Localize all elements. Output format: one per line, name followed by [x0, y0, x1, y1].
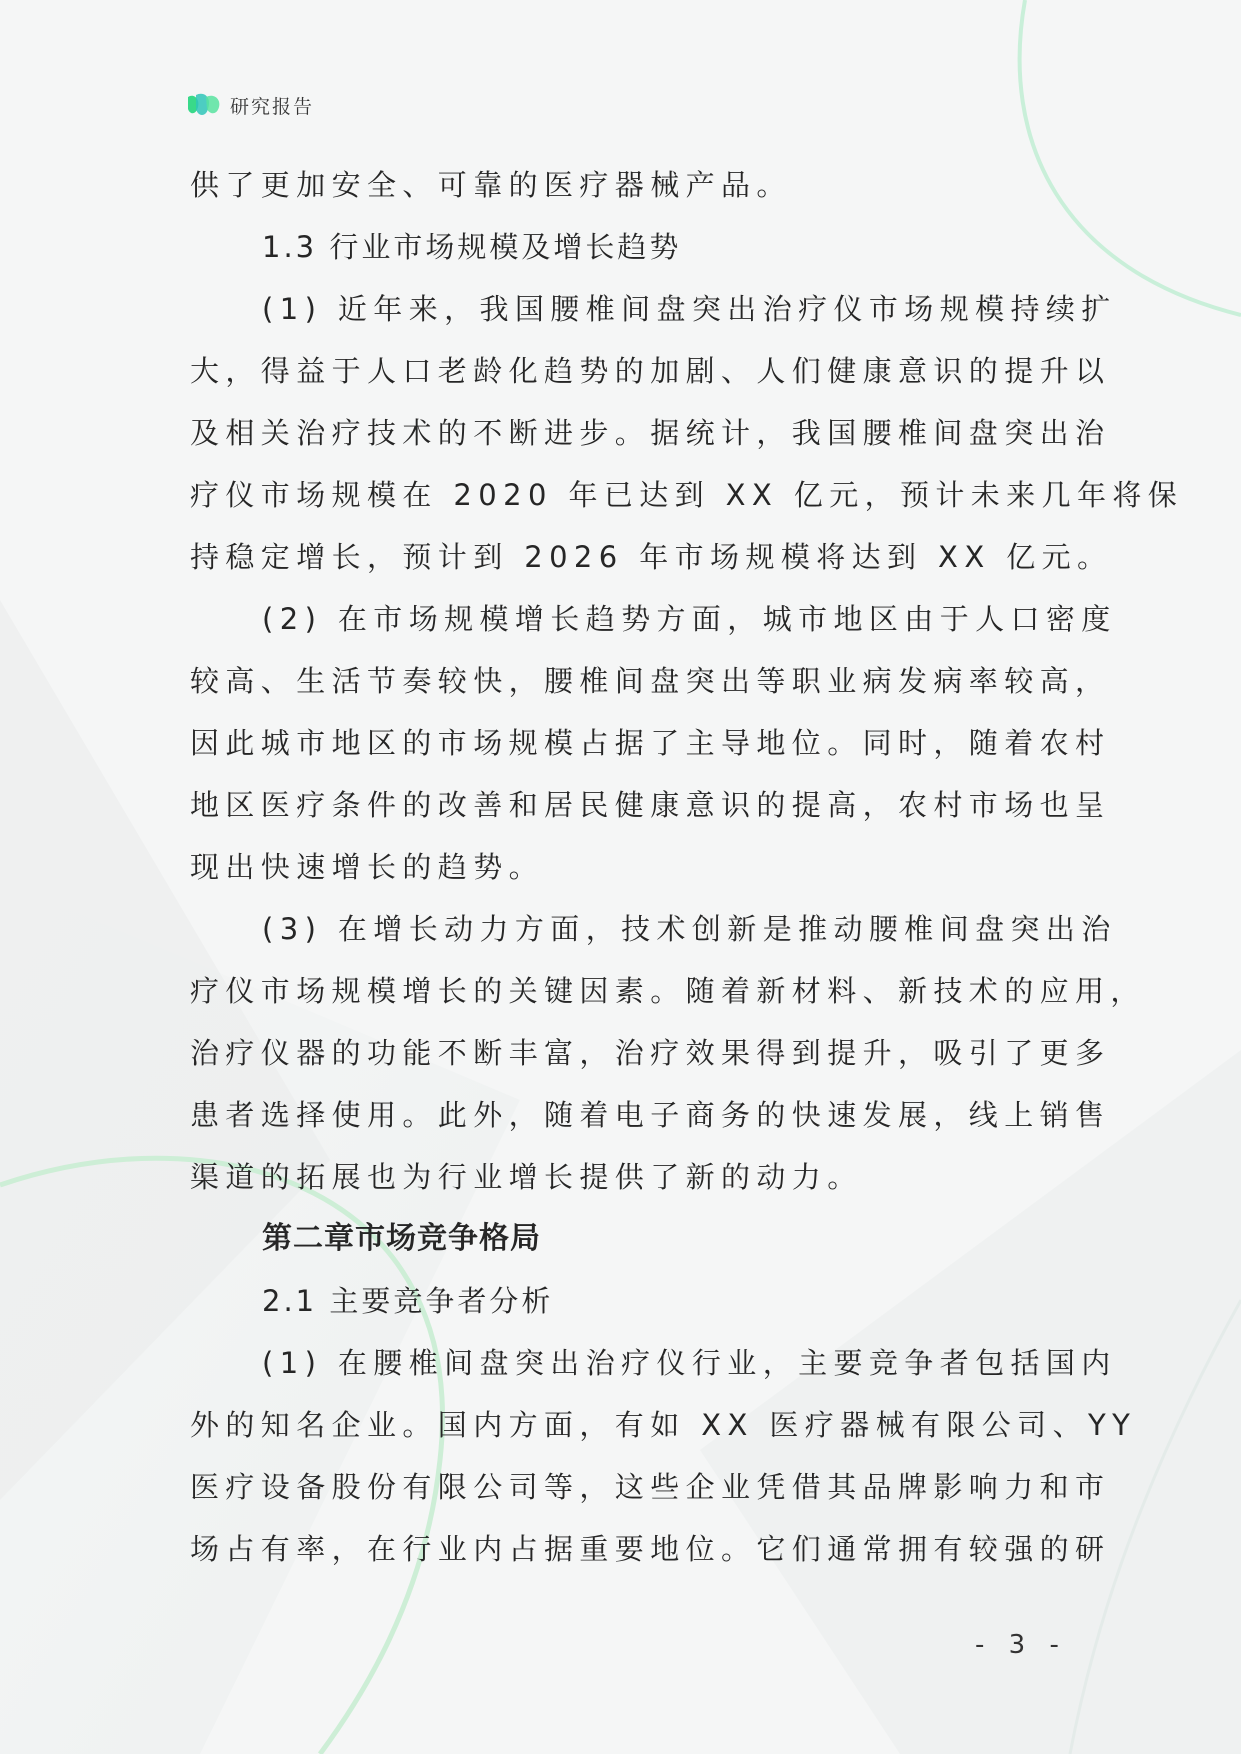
document-body [190, 154, 1184, 1580]
body-line: 地区医疗条件的改善和居民健康意识的提高，农村市场也呈 [190, 788, 1111, 822]
chapter-heading: 第二章市场竞争格局 [262, 1221, 541, 1256]
body-line: 疗仪市场规模增长的关键因素。随着新材料、新技术的应用， [190, 974, 1146, 1008]
body-line: 较高、生活节奏较快，腰椎间盘突出等职业病发病率较高， [190, 664, 1111, 698]
body-line: 医疗设备股份有限公司等，这些企业凭借其品牌影响力和市 [190, 1470, 1111, 1504]
section-heading: 1.3 行业市场规模及增长趋势 [262, 230, 682, 264]
logo-icon [186, 89, 222, 121]
body-line: 患者选择使用。此外，随着电子商务的快速发展，线上销售 [190, 1098, 1111, 1132]
body-line: 治疗仪器的功能不断丰富，治疗效果得到提升，吸引了更多 [190, 1036, 1111, 1070]
body-line: 因此城市地区的市场规模占据了主导地位。同时，随着农村 [190, 726, 1111, 760]
paragraph-first-line: (3) 在增长动力方面，技术创新是推动腰椎间盘突出治 [262, 912, 1117, 946]
section-heading: 2.1 主要竞争者分析 [262, 1284, 554, 1318]
body-line: 大，得益于人口老龄化趋势的加剧、人们健康意识的提升以 [190, 354, 1111, 388]
body-line: 供了更加安全、可靠的医疗器械产品。 [190, 168, 792, 202]
report-header [186, 88, 314, 122]
body-line: 渠道的拓展也为行业增长提供了新的动力。 [190, 1160, 863, 1194]
body-line: 持稳定增长，预计到 2026 年市场规模将达到 XX 亿元。 [190, 540, 1113, 574]
body-line: 现出快速增长的趋势。 [190, 850, 545, 884]
body-line: 及相关治疗技术的不断进步。据统计，我国腰椎间盘突出治 [190, 416, 1111, 450]
body-line: 外的知名企业。国内方面，有如 XX 医疗器械有限公司、YY [190, 1408, 1137, 1442]
body-line: 疗仪市场规模在 2020 年已达到 XX 亿元，预计未来几年将保 [190, 478, 1184, 512]
paragraph-first-line: (1) 近年来，我国腰椎间盘突出治疗仪市场规模持续扩 [262, 292, 1117, 326]
paragraph-first-line: (1) 在腰椎间盘突出治疗仪行业，主要竞争者包括国内 [262, 1346, 1117, 1380]
page-number: - 3 - [975, 1630, 1067, 1660]
body-line: 场占有率，在行业内占据重要地位。它们通常拥有较强的研 [190, 1532, 1111, 1566]
paragraph-first-line: (2) 在市场规模增长趋势方面，城市地区由于人口密度 [262, 602, 1117, 636]
header-title: 研究报告 [230, 95, 315, 118]
